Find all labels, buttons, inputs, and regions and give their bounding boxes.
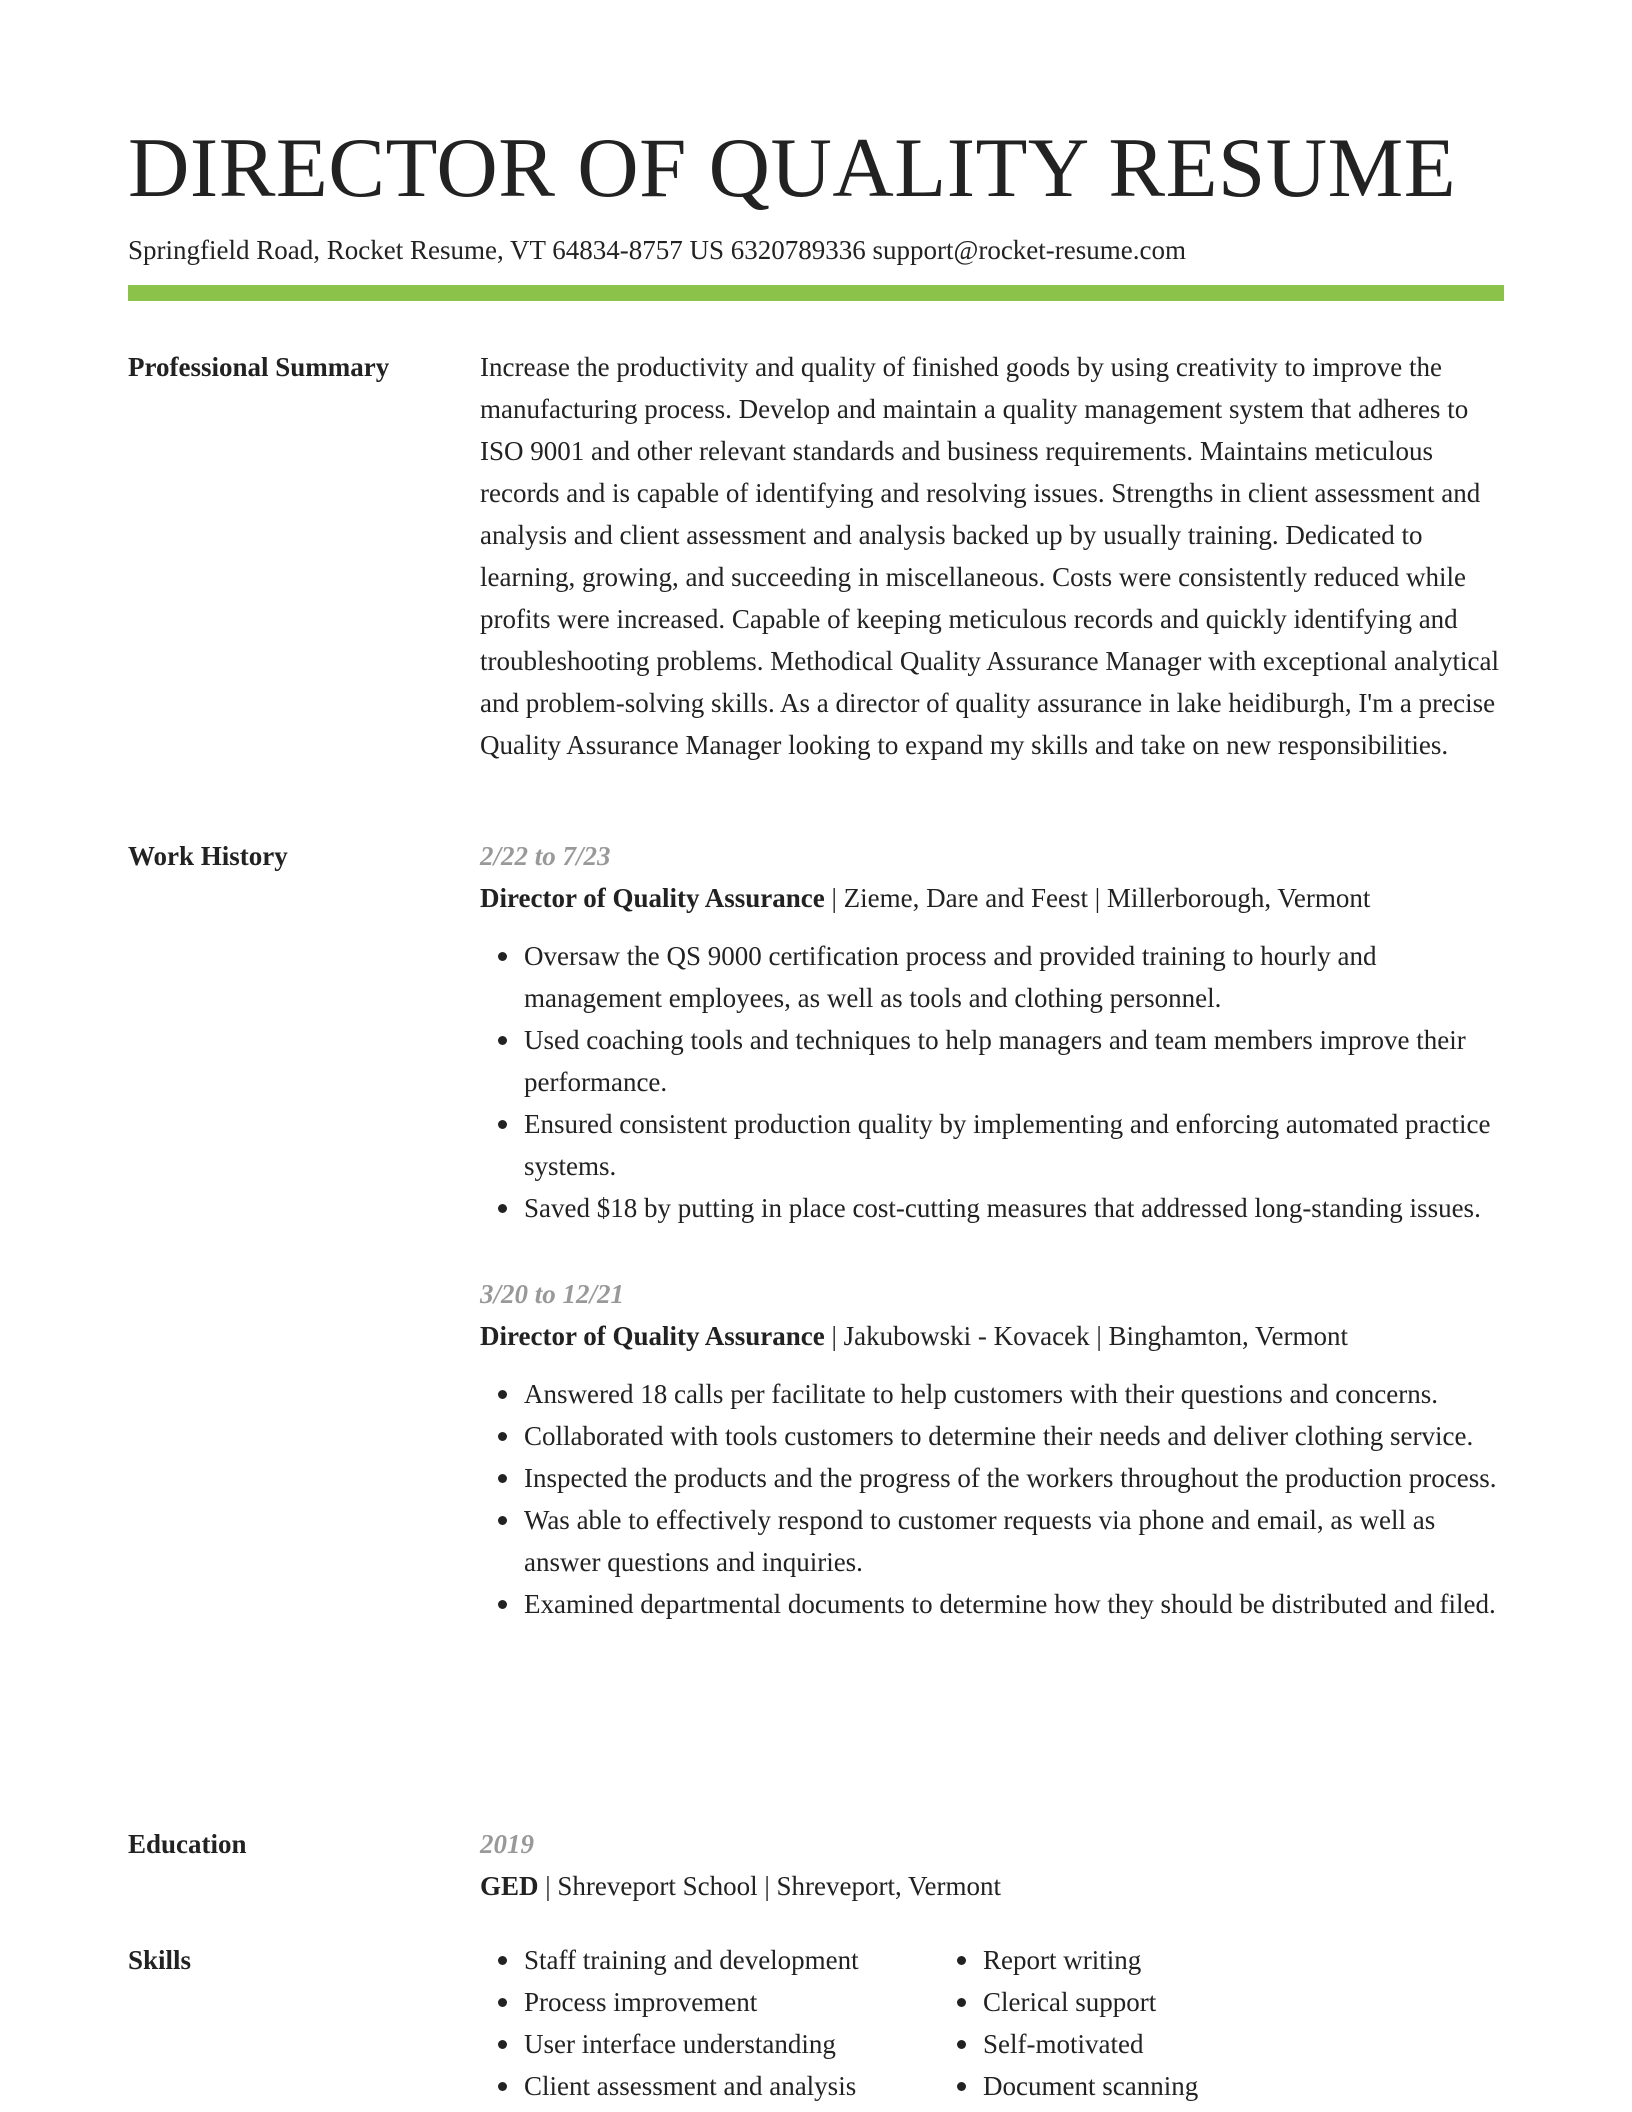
- skill-item: Staff training and development: [524, 1939, 939, 1981]
- skills-list: [480, 1939, 939, 2107]
- job-bullet: Ensured consistent production quality by implementing and enforcing automated practice systems.: [524, 1103, 1504, 1187]
- contact-line: Springfield Road, Rocket Resume, VT 64834-8757 US 6320789336 support@rocket-resume.com: [128, 235, 1186, 265]
- job-heading: [480, 1315, 1504, 1357]
- skills-content: [480, 1939, 1504, 2107]
- job-details: | Jakubowski - Kovacek | Binghamton, Vermont: [824, 1321, 1348, 1351]
- section-label-education: Education: [128, 1829, 247, 1859]
- job-entry: [480, 1273, 1504, 1625]
- skill-item: Client assessment and analysis: [524, 2065, 939, 2107]
- job-bullet: Saved $18 by putting in place cost-cutting measures that addressed long-standing issues.: [524, 1187, 1504, 1229]
- skill-item: Self-motivated: [983, 2023, 1398, 2065]
- skills-column-1: [480, 1939, 939, 2107]
- skill-item: Document scanning: [983, 2065, 1398, 2107]
- job-title: Director of Quality Assurance: [480, 883, 825, 913]
- job-heading: [480, 877, 1504, 919]
- summary-content: [480, 346, 1504, 766]
- education-year: 2019: [480, 1829, 534, 1859]
- section-label-summary: Professional Summary: [128, 352, 390, 382]
- job-bullet-list: [480, 1373, 1504, 1625]
- job-dates: 2/22 to 7/23: [480, 841, 611, 871]
- resume-title: DIRECTOR OF QUALITY RESUME: [128, 121, 1457, 215]
- job-dates: 3/20 to 12/21: [480, 1279, 625, 1309]
- job-bullet: Inspected the products and the progress of the workers throughout the production process.: [524, 1457, 1504, 1499]
- accent-divider: [128, 285, 1504, 301]
- job-bullet: Collaborated with tools customers to determine their needs and deliver clothing service.: [524, 1415, 1504, 1457]
- job-bullet-list: [480, 935, 1504, 1229]
- skill-item: Process improvement: [524, 1981, 939, 2023]
- skills-list: [939, 1939, 1398, 2107]
- job-title: Director of Quality Assurance: [480, 1321, 825, 1351]
- job-bullet: Examined departmental documents to determine how they should be distributed and filed.: [524, 1583, 1504, 1625]
- skill-item: Clerical support: [983, 1981, 1398, 2023]
- education-details: | Shreveport School | Shreveport, Vermont: [538, 1871, 1002, 1901]
- education-degree: GED: [480, 1871, 539, 1901]
- section-label-skills: Skills: [128, 1945, 192, 1975]
- job-entry: [480, 835, 1504, 1229]
- job-bullet: Used coaching tools and techniques to help managers and team members improve their performance.: [524, 1019, 1504, 1103]
- education-content: [480, 1823, 1504, 1907]
- section-label-work-history: Work History: [128, 841, 288, 871]
- job-bullet: Was able to effectively respond to customer requests via phone and email, as well as answer questions and inquiries.: [524, 1499, 1504, 1583]
- summary-text: Increase the productivity and quality of finished goods by using creativity to improve the manufacturing process. Develop and maintain a quality management system that adheres to ISO 9001 and other relevant standards and business requirements. Maintains meticulous records and is capable of identifying and resolving issues. Strengths in client assessment and analysis and client assessment and analysis backed up by usually training. Dedicated to learning, growing, and succeeding in miscellaneous. Costs were consistently reduced while profits were increased. Capable of keeping meticulous records and quickly identifying and troubleshooting problems. Methodical Quality Assurance Manager with exceptional analytical and problem-solving skills. As a director of quality assurance in lake heidiburgh, I'm a precise Quality Assurance Manager looking to expand my skills and take on new responsibilities.: [480, 352, 1499, 760]
- skill-item: User interface understanding: [524, 2023, 939, 2065]
- work-history-content: [480, 835, 1504, 1625]
- education-heading: [480, 1865, 1504, 1907]
- job-details: | Zieme, Dare and Feest | Millerborough, Vermont: [824, 883, 1371, 913]
- skills-column-2: [939, 1939, 1398, 2107]
- skill-item: Report writing: [983, 1939, 1398, 1981]
- skills-columns: [480, 1939, 1504, 2107]
- job-bullet: Oversaw the QS 9000 certification process and provided training to hourly and management employees, as well as tools and clothing personnel.: [524, 935, 1504, 1019]
- job-bullet: Answered 18 calls per facilitate to help customers with their questions and concerns.: [524, 1373, 1504, 1415]
